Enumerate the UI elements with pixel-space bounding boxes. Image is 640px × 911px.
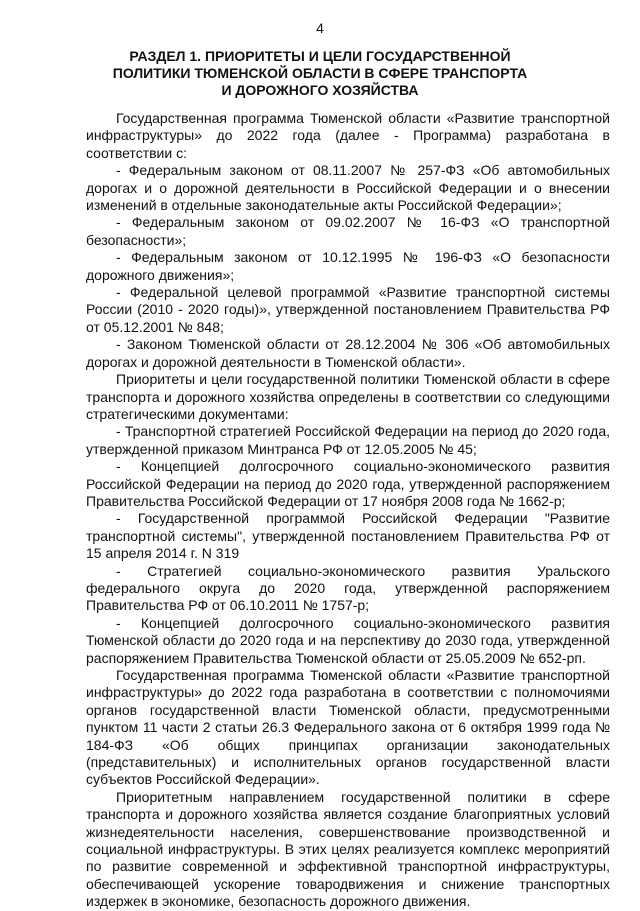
paragraph-law-16: - Федеральным законом от 09.02.2007 № 16-ФЗ «О транспортной безопасности»;	[86, 214, 610, 248]
paragraph-transport-strategy: - Транспортной стратегией Российской Федерации на период до 2020 года, утвержденной приказом Минтранса РФ от 12.05.2005 № 45;	[86, 423, 610, 457]
paragraph-law-257: - Федеральным законом от 08.11.2007 № 257-ФЗ «Об автомобильных дорогах и о дорожной деятельности в Российской Федерации и о внесении изменений в отдельные законодательные акты Российской Федерации»;	[86, 162, 610, 214]
page-number: 4	[316, 20, 324, 36]
paragraph-law-196: - Федеральным законом от 10.12.1995 № 196-ФЗ «О безопасности дорожного движения»;	[86, 249, 610, 283]
paragraph-state-program: - Государственной программой Российской Федерации "Развитие транспортной системы", утвержденной постановлением Правительства РФ от 15 апреля 2014 г. N 319	[86, 510, 610, 562]
paragraph-regional-law: - Законом Тюменской области от 28.12.2004 № 306 «Об автомобильных дорогах и дорожной деятельности в Тюменской области».	[86, 336, 610, 370]
paragraph-powers: Государственная программа Тюменской области «Развитие транспортной инфраструктуры» до 2022 года разработана в соответствии с полномочиями органов государственной власти Тюменской области, предусмотренными пунктом 11 части 2 статьи 26.3 Федерального закона от 6 октября 1999 года № 184-ФЗ «Об общих принципах организации законодательных (представительных) и исполнительных органов государственной власти субъектов Российской Федерации».	[86, 667, 610, 788]
paragraph-priorities: Приоритеты и цели государственной политики Тюменской области в сфере транспорта и дорожного хозяйства определены в соответствии со следующими стратегическими документами:	[86, 371, 610, 422]
paragraph-rf-concept: - Концепцией долгосрочного социально-экономического развития Российской Федерации на период до 2020 года, утвержденной распоряжением Правительства Российской Федерации от 17 ноября 2008 года № 1662-р;	[86, 458, 610, 509]
paragraph-intro: Государственная программа Тюменской области «Развитие транспортной инфраструктуры» до 2022 года (далее - Программа) разработана в соответствии с:	[86, 110, 610, 161]
document-body	[86, 110, 610, 911]
paragraph-federal-program: - Федеральной целевой программой «Развитие транспортной системы России (2010 - 2020 годы)», утвержденной постановлением Правительства РФ от 05.12.2001 № 848;	[86, 284, 610, 335]
section-heading: РАЗДЕЛ 1. ПРИОРИТЕТЫ И ЦЕЛИ ГОСУДАРСТВЕННОЙ ПОЛИТИКИ ТЮМЕНСКОЙ ОБЛАСТИ В СФЕРЕ ТРАНСПОРТА И ДОРОЖНОГО ХОЗЯЙСТВА	[112, 48, 528, 98]
paragraph-tyumen-concept: - Концепцией долгосрочного социально-экономического развития Тюменской области до 2020 года и на перспективу до 2030 года, утвержденной распоряжением Правительства Тюменской области от 25.05.2009 № 652-рп.	[86, 614, 610, 666]
paragraph-ural-strategy: - Стратегией социально-экономического развития Уральского федерального округа до 2020 года, утвержденной распоряжением Правительства РФ от 06.10.2011 № 1757-р;	[86, 562, 610, 614]
paragraph-priority-direction: Приоритетным направлением государственной политики в сфере транспорта и дорожного хозяйства является создание благоприятных условий жизнедеятельности населения, совершенствование производственной и социальной инфраструктуры. В этих целях реализуется комплекс мероприятий по развитие современной и эффективной транспортной инфраструктуры, обеспечивающей ускорение товародвижения и снижение транспортных издержек в экономике, безопасность дорожного движения.	[86, 788, 610, 910]
